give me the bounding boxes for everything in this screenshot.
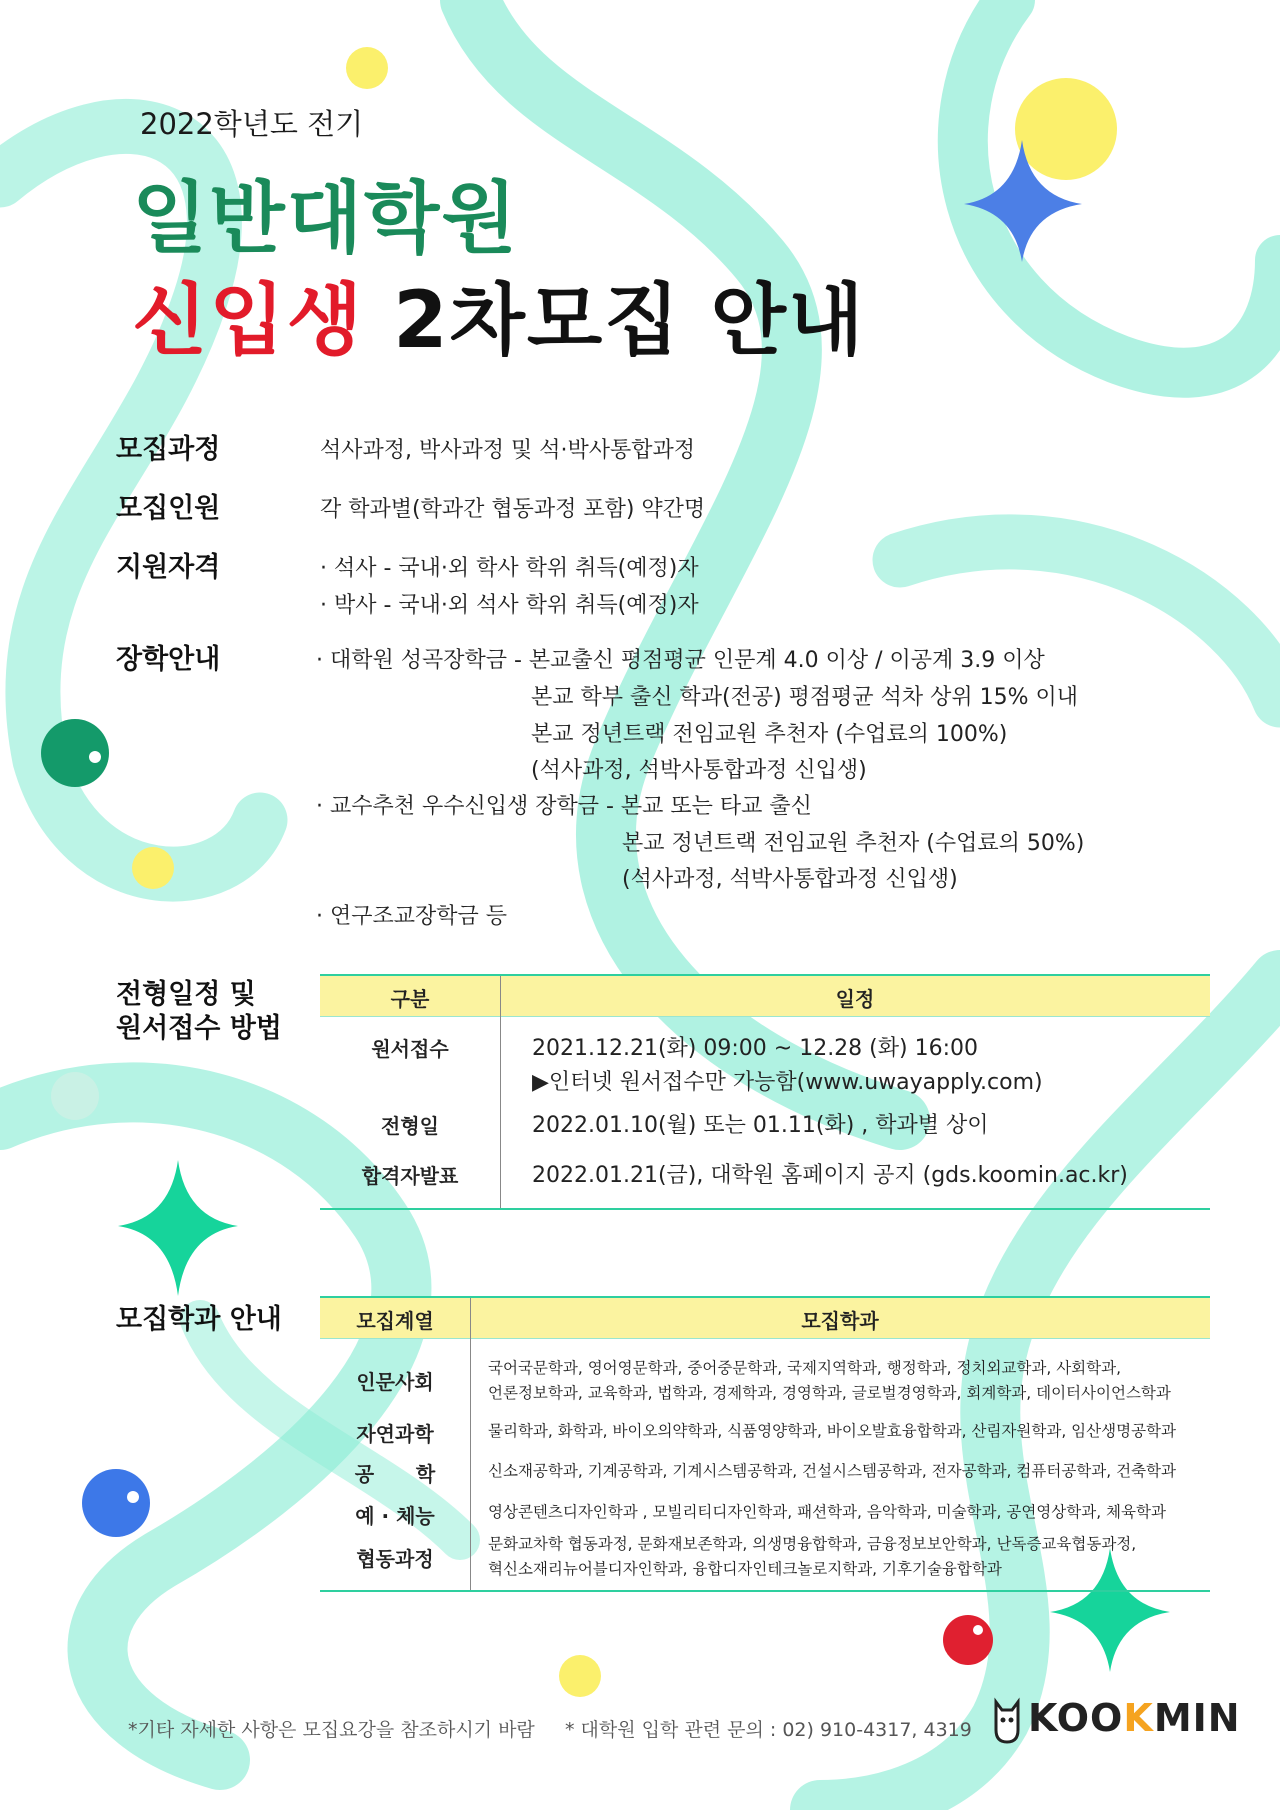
schedule-bottom-rule — [320, 1208, 1210, 1210]
scholarship-line: 본교 정년트랙 전임교원 추천자 (수업료의 50%) — [622, 831, 1085, 856]
footer-note: *기타 자세한 사항은 모집요강을 참조하시기 바람 — [128, 1719, 535, 1741]
title-highlight: 신입생 — [132, 276, 365, 366]
schedule-row-label: 전형일 — [381, 1114, 439, 1138]
scholarship-line: 본교 정년트랙 전임교원 추천자 (수업료의 100%) — [531, 722, 1008, 747]
schedule-top-rule — [320, 974, 1210, 976]
schedule-col-header: 구분 — [390, 987, 430, 1011]
qualification-label: 지원자격 — [116, 552, 221, 583]
scholarship-label: 장학안내 — [116, 644, 221, 675]
footer-contact: * 대학원 입학 관련 문의 : 02) 910-4317, 4319 — [565, 1719, 972, 1741]
departments-row-label: 예 · 체능 — [355, 1504, 435, 1528]
schedule-label: 전형일정 및 — [116, 979, 256, 1010]
title-line-2 — [132, 258, 865, 370]
schedule-row-value: 2021.12.21(화) 09:00 ~ 12.28 (화) 16:00 — [532, 1036, 978, 1061]
departments-label: 모집학과 안내 — [116, 1304, 282, 1335]
logo-text: MIN — [1153, 1696, 1241, 1740]
scholarship-line: · 연구조교장학금 등 — [316, 904, 507, 929]
departments-row-label: 자연과학 — [356, 1422, 434, 1446]
schedule-header-rule — [320, 1016, 1210, 1017]
departments-col-header: 모집계열 — [356, 1309, 434, 1333]
departments-row-label: 공 학 — [354, 1462, 436, 1486]
qualification-item: · 박사 - 국내·외 석사 학위 취득(예정)자 — [320, 593, 699, 618]
course-label: 모집과정 — [116, 434, 221, 465]
qualification-item: · 석사 - 국내·외 학사 학위 취득(예정)자 — [320, 556, 699, 581]
title-rest: 2차모집 안내 — [393, 276, 866, 366]
departments-row-value: 영상콘텐츠디자인학과 , 모빌리티디자인학과, 패션학과, 음악학과, 미술학과, 공연영상학과, 체육학과 — [488, 1503, 1166, 1521]
scholarship-line: (석사과정, 석박사통합과정 신입생) — [622, 867, 958, 892]
quota-label: 모집인원 — [116, 493, 221, 524]
scholarship-line: · 교수추천 우수신입생 장학금 - 본교 또는 타교 출신 — [316, 794, 812, 819]
scholarship-line: (석사과정, 석박사통합과정 신입생) — [531, 758, 867, 783]
departments-row-value: 혁신소재리뉴어블디자인학과, 융합디자인테크놀로지학과, 기후기술융합학과 — [488, 1560, 1002, 1578]
subtitle: 2022학년도 전기 — [140, 107, 364, 141]
schedule-row-value: ▶인터넷 원서접수만 가능함(www.uwayapply.com) — [532, 1070, 1043, 1095]
title-line-1: 일반대학원 — [132, 174, 519, 264]
departments-column-divider — [470, 1298, 471, 1590]
departments-row-value: 문화교차학 협동과정, 문화재보존학과, 의생명융합학과, 금융정보보안학과, 난독증교육협동과정, — [488, 1535, 1137, 1553]
departments-row-value: 언론정보학과, 교육학과, 법학과, 경제학과, 경영학과, 글로벌경영학과, 회계학과, 데이터사이언스학과 — [488, 1384, 1171, 1402]
departments-row-value: 물리학과, 화학과, 바이오의약학과, 식품영양학과, 바이오발효융합학과, 산림자원학과, 임산생명공학과 — [488, 1422, 1176, 1440]
departments-col-header: 모집학과 — [801, 1309, 879, 1333]
mascot-icon — [990, 1696, 1024, 1746]
departments-bottom-rule — [320, 1590, 1210, 1592]
logo-text-accent: K — [1123, 1696, 1154, 1740]
departments-row-value: 국어국문학과, 영어영문학과, 중어중문학과, 국제지역학과, 행정학과, 정치외교학과, 사회학과, — [488, 1359, 1122, 1377]
departments-row-value: 신소재공학과, 기계공학과, 기계시스템공학과, 건설시스템공학과, 전자공학과, 컴퓨터공학과, 건축학과 — [488, 1462, 1176, 1480]
schedule-row-label: 합격자발표 — [361, 1164, 459, 1188]
schedule-label: 원서접수 방법 — [116, 1013, 282, 1044]
departments-top-rule — [320, 1296, 1210, 1298]
scholarship-line: 본교 학부 출신 학과(전공) 평점평균 석차 상위 15% 이내 — [531, 685, 1079, 710]
departments-row-label: 협동과정 — [356, 1547, 434, 1571]
logo-text: KOO — [1028, 1696, 1124, 1740]
quota-value: 각 학과별(학과간 협동과정 포함) 약간명 — [320, 497, 706, 522]
departments-row-label: 인문사회 — [356, 1370, 434, 1394]
kookmin-logo — [1028, 1696, 1241, 1740]
course-value: 석사과정, 박사과정 및 석·박사통합과정 — [320, 438, 695, 463]
schedule-row-label: 원서접수 — [371, 1037, 449, 1061]
schedule-col-header: 일정 — [835, 987, 875, 1011]
schedule-row-value: 2022.01.10(월) 또는 01.11(화) , 학과별 상이 — [532, 1113, 989, 1138]
schedule-row-value: 2022.01.21(금), 대학원 홈페이지 공지 (gds.koomin.ac.kr) — [532, 1163, 1128, 1188]
scholarship-line: · 대학원 성곡장학금 - 본교출신 평점평균 인문계 4.0 이상 / 이공계 3.9 이상 — [316, 648, 1045, 673]
departments-header-rule — [320, 1338, 1210, 1339]
